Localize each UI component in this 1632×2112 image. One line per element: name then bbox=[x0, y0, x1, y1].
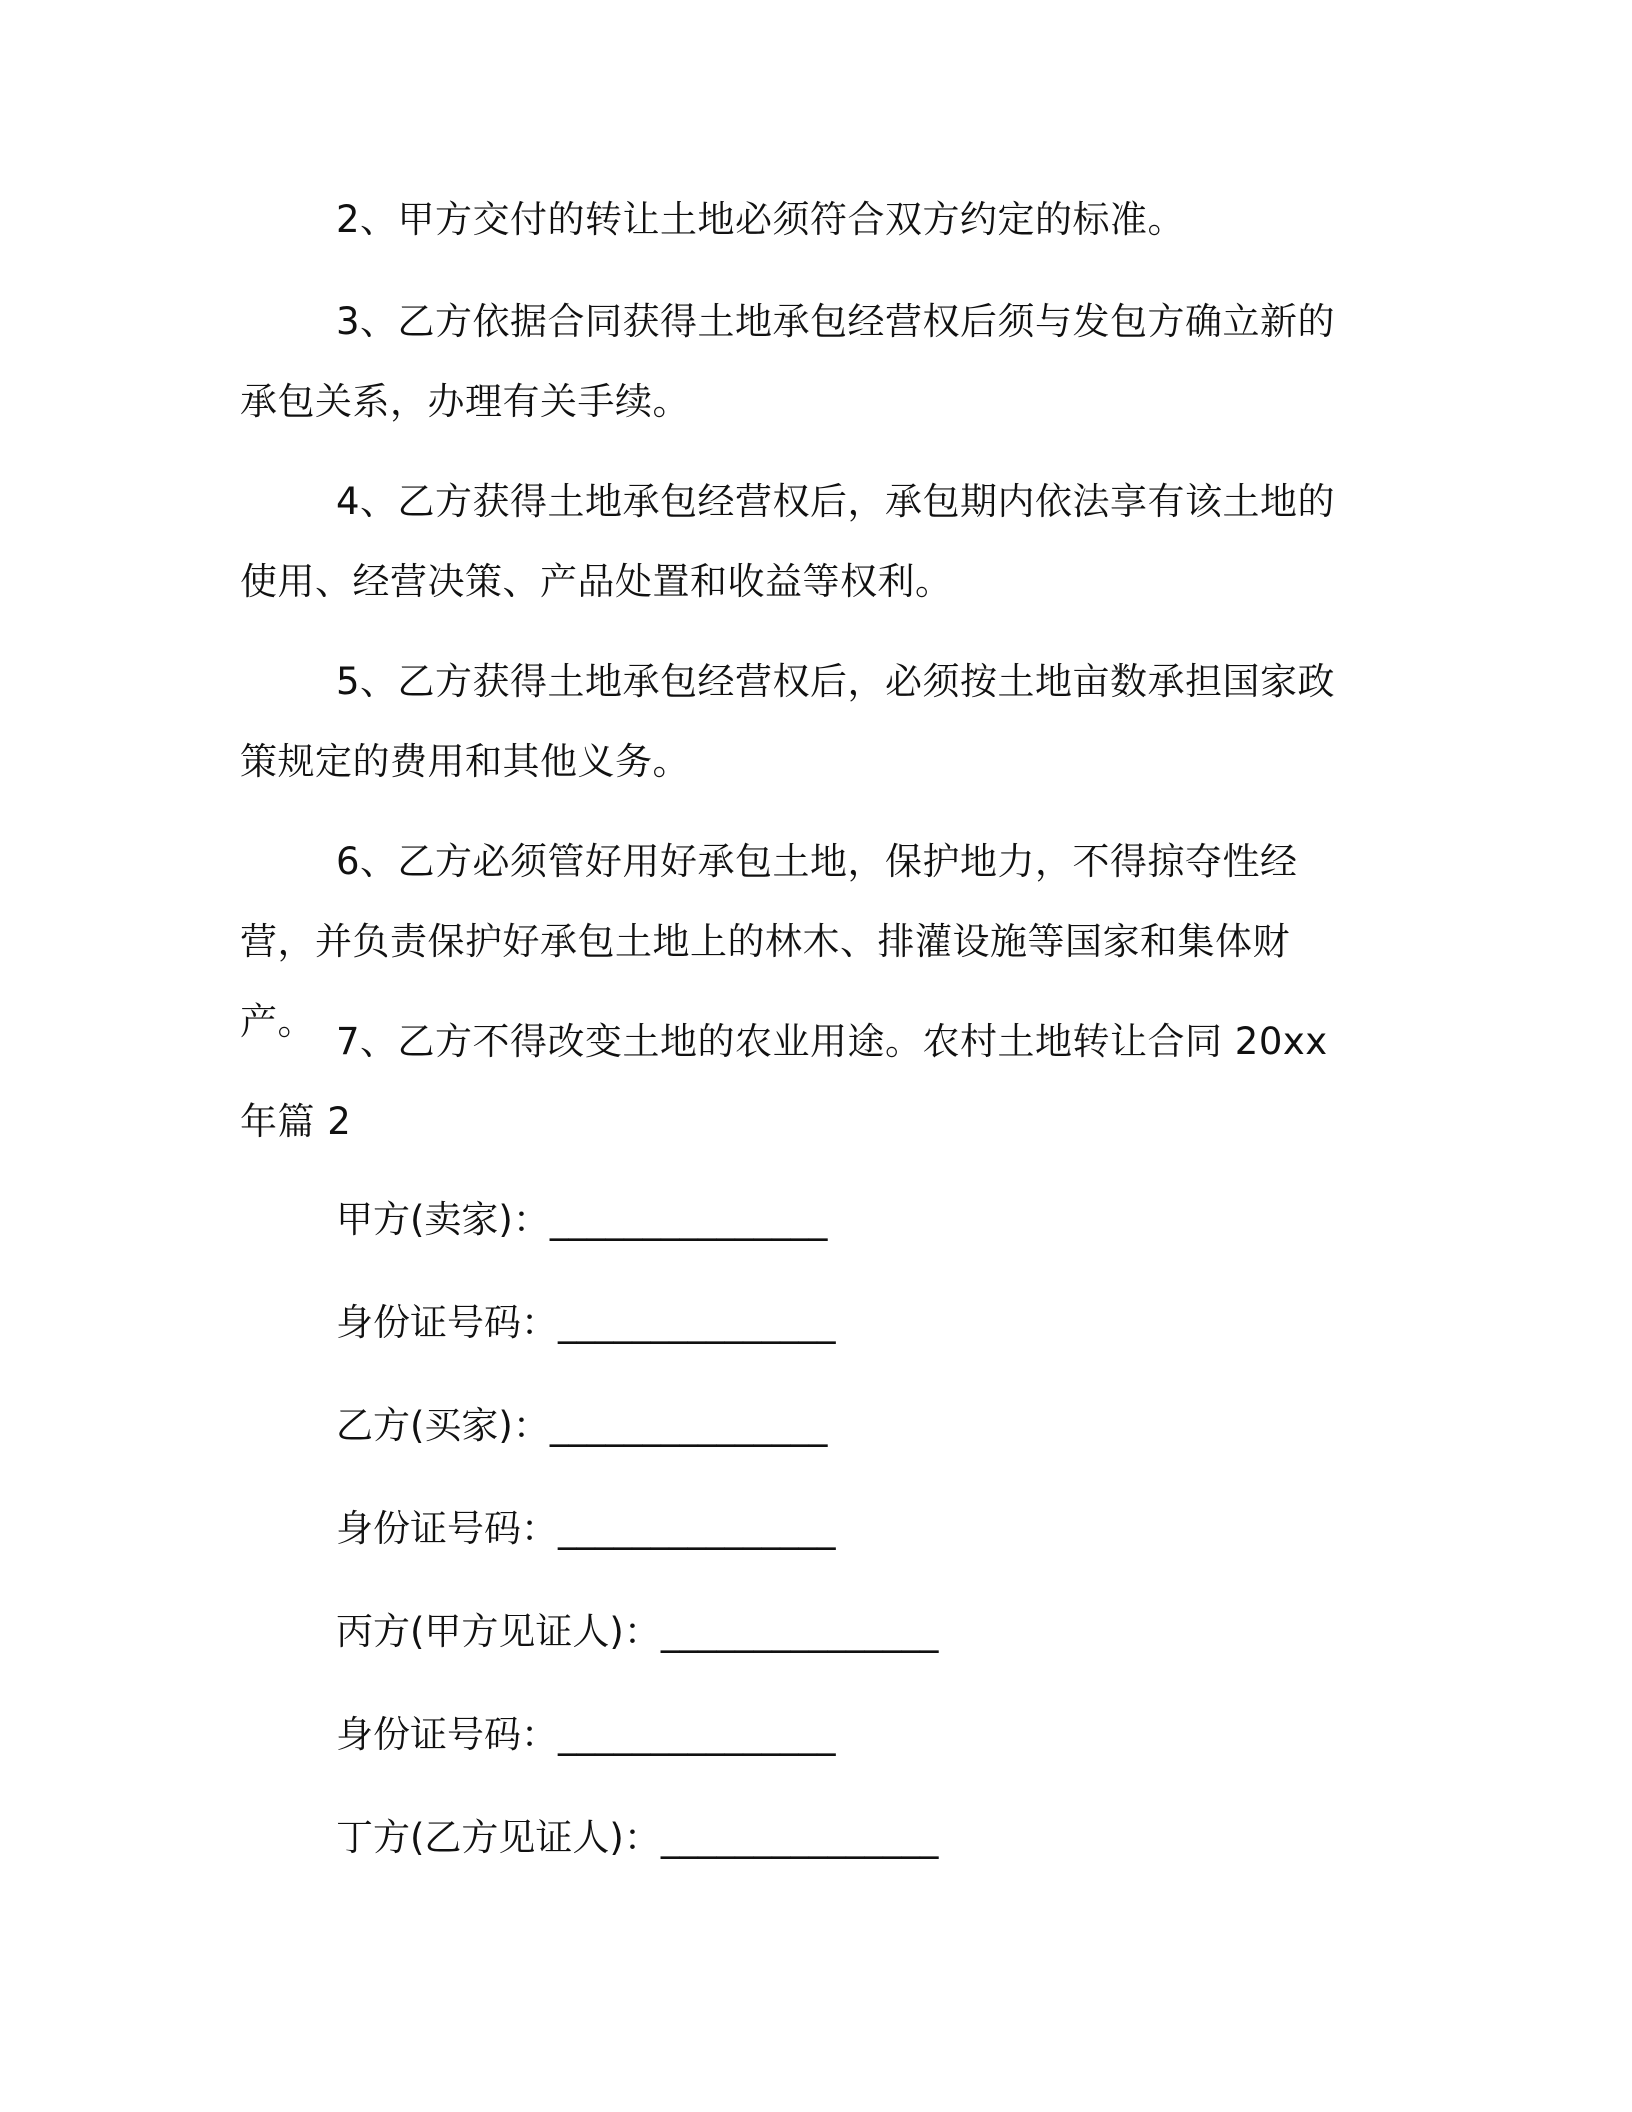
clause-7: 7、乙方不得改变土地的农业用途。农村土地转让合同 20xx 年篇 2 bbox=[240, 1020, 1328, 1143]
party-a-field: 甲方(卖家)：_______________ bbox=[336, 1198, 828, 1241]
party-d-field: 丁方(乙方见证人)：_______________ bbox=[336, 1816, 939, 1859]
party-a-id-field: 身份证号码：_______________ bbox=[336, 1301, 836, 1344]
clause-6: 6、乙方必须管好用好承包土地，保护地力，不得掠夺性经营，并负责保护好承包土地上的林木、排灌设施等国家和集体财产。 bbox=[240, 840, 1298, 1043]
party-c-id-field: 身份证号码：_______________ bbox=[336, 1713, 836, 1756]
clause-4: 4、乙方获得土地承包经营权后，承包期内依法享有该土地的使用、经营决策、产品处置和收益等权利。 bbox=[240, 480, 1336, 603]
clause-2: 2、甲方交付的转让土地必须符合双方约定的标准。 bbox=[336, 198, 1186, 241]
party-c-field: 丙方(甲方见证人)：_______________ bbox=[336, 1610, 939, 1653]
party-b-field: 乙方(买家)：_______________ bbox=[336, 1404, 828, 1447]
clause-3: 3、乙方依据合同获得土地承包经营权后须与发包方确立新的承包关系，办理有关手续。 bbox=[240, 300, 1336, 423]
party-b-id-field: 身份证号码：_______________ bbox=[336, 1507, 836, 1550]
clause-5: 5、乙方获得土地承包经营权后，必须按土地亩数承担国家政策规定的费用和其他义务。 bbox=[240, 660, 1336, 783]
